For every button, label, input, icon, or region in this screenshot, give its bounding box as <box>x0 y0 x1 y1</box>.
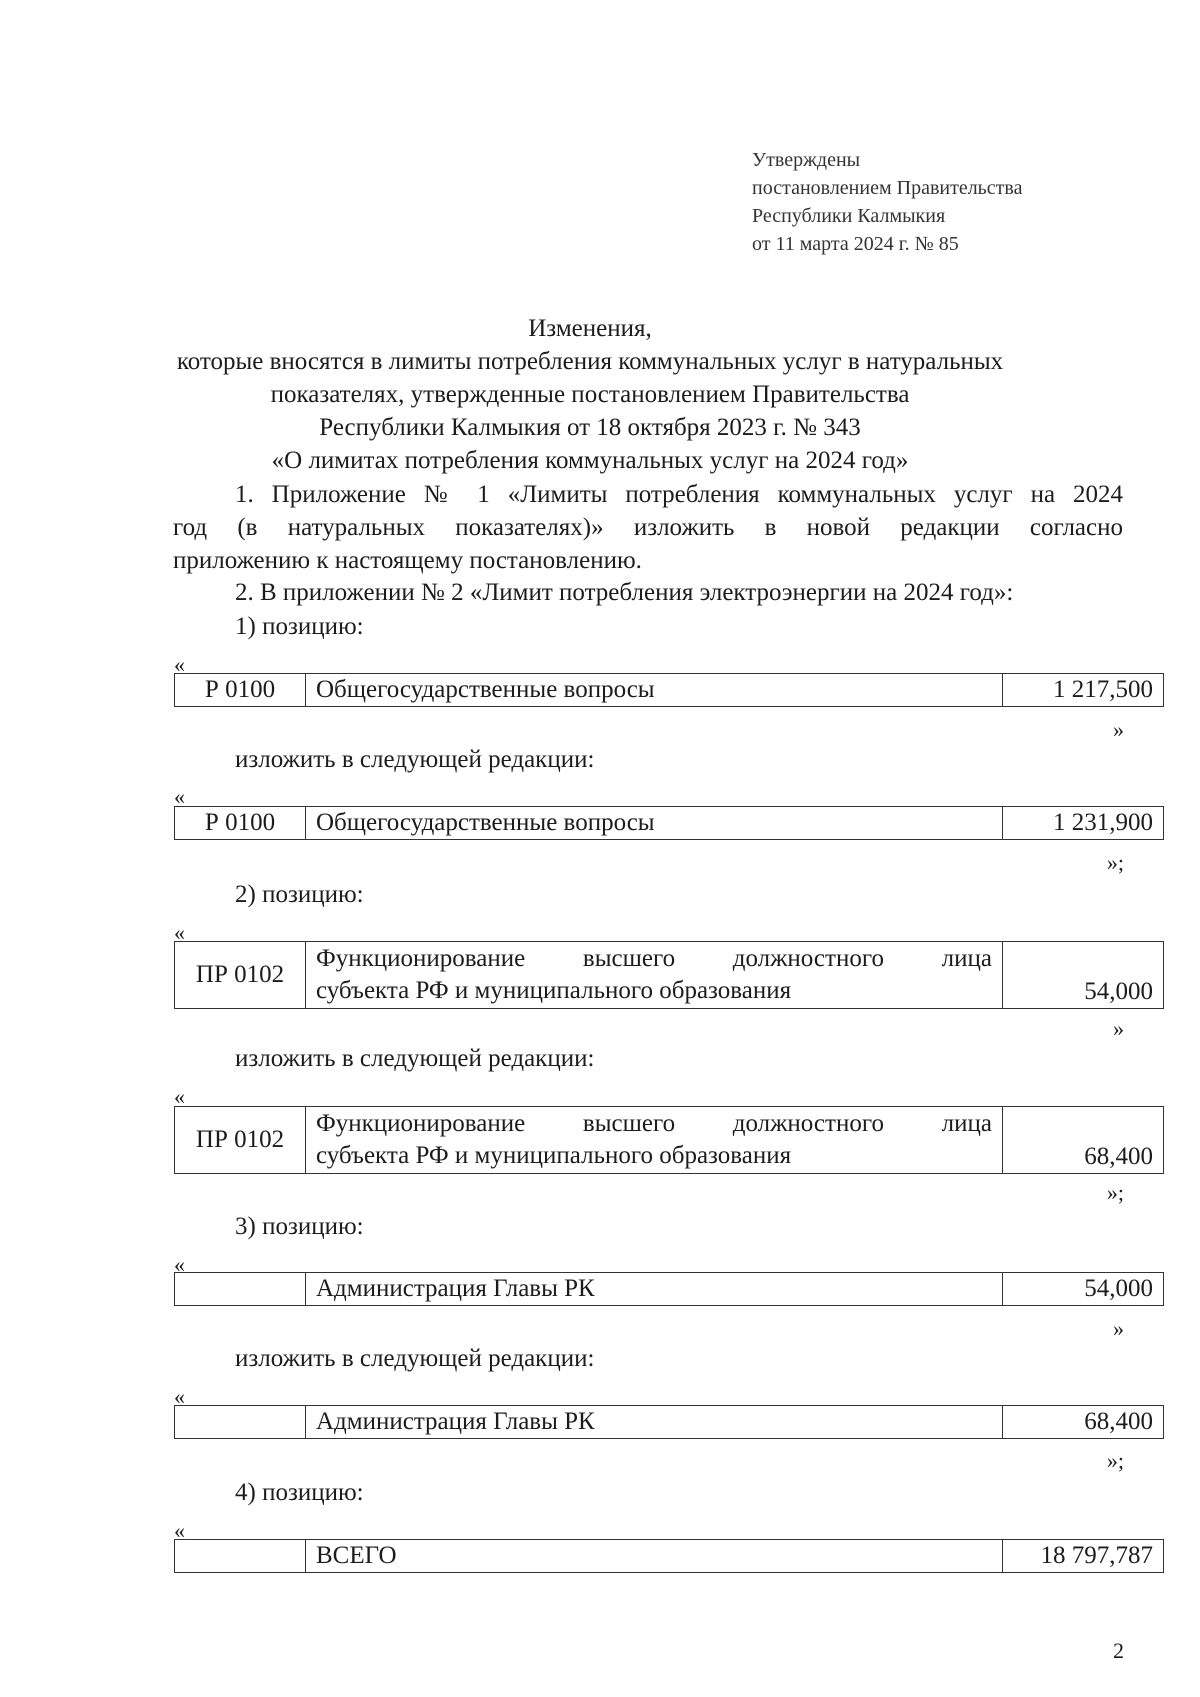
replace-instruction: изложить в следующей редакции: <box>235 1345 595 1372</box>
table-row <box>175 1107 1164 1174</box>
row-value: 18 797,787 <box>1003 1540 1164 1573</box>
open-quote: « <box>174 1084 185 1109</box>
title-line: «О лимитах потребления коммунальных услуг на 2024 год» <box>271 447 909 474</box>
position-table-2-old <box>174 941 1164 1009</box>
open-quote: « <box>174 1518 185 1543</box>
table-row <box>175 1540 1164 1573</box>
close-quote: »; <box>1106 1448 1124 1473</box>
row-code: Р 0100 <box>175 674 306 707</box>
open-quote: « <box>174 920 185 945</box>
row-value: 1 231,900 <box>1003 807 1164 840</box>
title-line: которые вносятся в лимиты потребления коммунальных услуг в натуральных <box>176 348 1004 375</box>
close-quote: » <box>1113 1316 1124 1341</box>
sub-item-4: 4) позицию: <box>235 1479 364 1506</box>
row-code: Р 0100 <box>175 807 306 840</box>
row-name-line: Функционирование высшего должностного лица <box>316 1110 992 1137</box>
position-table-2-new <box>174 1106 1164 1174</box>
position-table-1-new <box>174 806 1164 840</box>
close-quote: » <box>1113 717 1124 742</box>
item-1-line: год (в натуральных показателях)» изложить в новой редакции согласно <box>173 514 1123 541</box>
title-line: Изменения, <box>528 315 652 342</box>
row-name: Администрация Главы РК <box>306 1406 1003 1439</box>
approval-line: постановлением Правительства <box>752 177 1023 199</box>
position-table-3-new <box>174 1405 1164 1439</box>
replace-instruction: изложить в следующей редакции: <box>235 1045 595 1072</box>
row-name <box>306 1107 1003 1174</box>
open-quote: « <box>174 1384 185 1409</box>
row-value: 54,000 <box>1003 1273 1164 1306</box>
sub-item-2: 2) позицию: <box>235 881 364 908</box>
close-quote: » <box>1113 1016 1124 1041</box>
close-quote: »; <box>1106 1180 1124 1205</box>
sub-item-1: 1) позицию: <box>235 613 364 640</box>
row-name-line: субъекта РФ и муниципального образования <box>316 977 792 1004</box>
close-quote: »; <box>1106 850 1124 875</box>
table-row <box>175 1406 1164 1439</box>
row-name-line: Функционирование высшего должностного лица <box>316 945 992 972</box>
open-quote: « <box>174 784 185 809</box>
row-name-line: субъекта РФ и муниципального образования <box>316 1142 792 1169</box>
row-name: Общегосударственные вопросы <box>306 674 1003 707</box>
replace-instruction: изложить в следующей редакции: <box>235 746 595 773</box>
table-row <box>175 942 1164 1009</box>
table-row <box>175 1273 1164 1306</box>
table-row <box>175 674 1164 707</box>
item-2-text: 2. В приложении № 2 «Лимит потребления электроэнергии на 2024 год»: <box>235 579 1014 606</box>
approval-line: от 11 марта 2024 г. № 85 <box>752 233 959 255</box>
page-number: 2 <box>1113 1638 1124 1663</box>
position-table-1-old <box>174 673 1164 707</box>
row-name <box>306 942 1003 1009</box>
sub-item-3: 3) позицию: <box>235 1213 364 1240</box>
item-1-line: 1. Приложение № 1 «Лимиты потребления коммунальных услуг на 2024 <box>235 481 1123 508</box>
row-name: ВСЕГО <box>306 1540 1003 1573</box>
approval-line: Утверждены <box>752 149 861 171</box>
row-code: ПР 0102 <box>175 942 306 1009</box>
title-line: Республики Калмыкия от 18 октября 2023 г. № 343 <box>319 414 861 441</box>
item-1-paragraph <box>173 478 1123 577</box>
row-value: 1 217,500 <box>1003 674 1164 707</box>
row-code: ПР 0102 <box>175 1107 306 1174</box>
document-title <box>150 312 1030 477</box>
approval-block <box>752 146 1022 258</box>
row-name: Администрация Главы РК <box>306 1273 1003 1306</box>
row-code <box>175 1406 306 1439</box>
position-table-4-old <box>174 1539 1164 1573</box>
row-value: 68,400 <box>1003 1107 1164 1174</box>
open-quote: « <box>174 1252 185 1277</box>
title-line: показателях, утвержденные постановлением Правительства <box>270 381 910 408</box>
row-value: 54,000 <box>1003 942 1164 1009</box>
open-quote: « <box>174 652 185 677</box>
item-1-line: приложению к настоящему постановлению. <box>173 547 642 574</box>
table-row <box>175 807 1164 840</box>
row-value: 68,400 <box>1003 1406 1164 1439</box>
position-table-3-old <box>174 1272 1164 1306</box>
row-code <box>175 1540 306 1573</box>
row-name: Общегосударственные вопросы <box>306 807 1003 840</box>
approval-line: Республики Калмыкия <box>752 205 946 227</box>
row-code <box>175 1273 306 1306</box>
